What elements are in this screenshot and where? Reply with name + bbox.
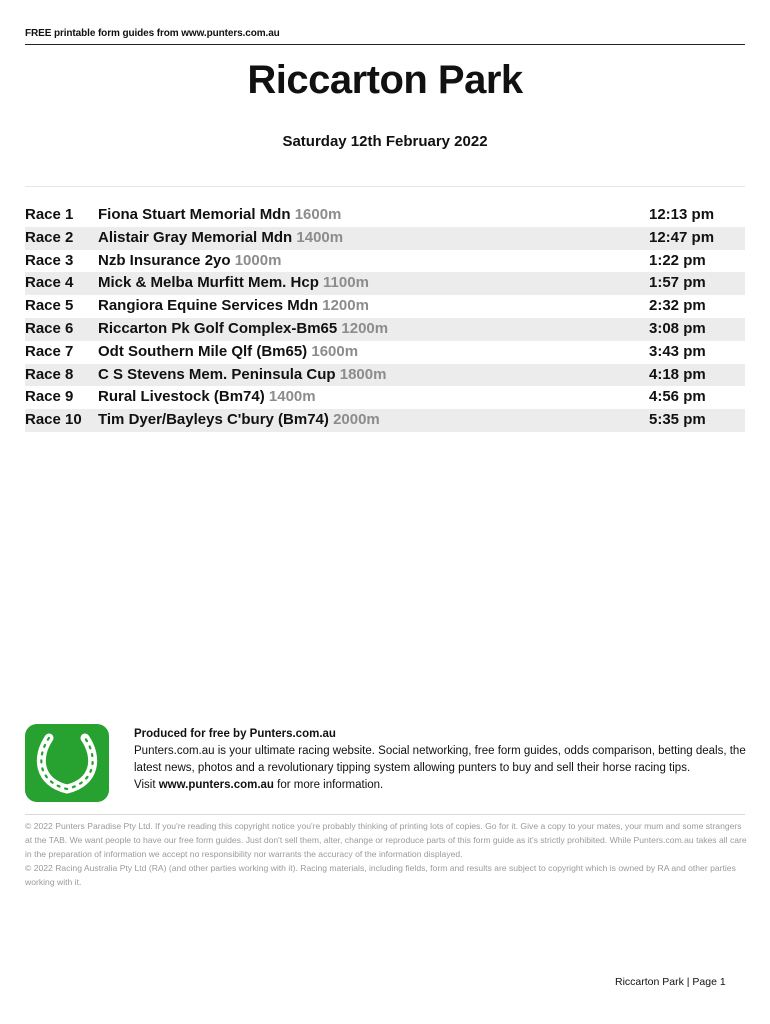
race-row — [25, 341, 745, 364]
race-start-time: 3:08 pm — [649, 319, 706, 337]
race-name: Odt Southern Mile Qlf (Bm65) — [98, 342, 308, 360]
race-start-time: 12:47 pm — [649, 228, 715, 246]
race-name: Fiona Stuart Memorial Mdn — [98, 206, 291, 223]
race-number: Race 6 — [25, 319, 74, 337]
race-number: Race 8 — [25, 365, 74, 383]
race-distance: 1100m — [323, 274, 369, 292]
race-row — [25, 272, 745, 295]
race-distance: 1200m — [341, 319, 389, 337]
race-number: Race 7 — [25, 342, 74, 360]
race-name: Rural Livestock (Bm74) — [98, 388, 265, 406]
race-name: Nzb Insurance 2yo — [98, 251, 231, 269]
race-start-time: 4:56 pm — [649, 388, 706, 406]
horseshoe-icon — [25, 724, 109, 802]
race-number: Race 5 — [25, 297, 74, 315]
race-start-time: 3:43 pm — [649, 342, 706, 360]
race-distance: 1600m — [294, 206, 342, 223]
race-start-time: 1:22 pm — [649, 251, 706, 269]
race-number: Race 10 — [25, 411, 82, 429]
race-name: Alistair Gray Memorial Mdn — [98, 228, 293, 246]
race-row — [25, 250, 745, 273]
race-distance: 1800m — [339, 365, 387, 383]
race-name: Tim Dyer/Bayleys C'bury (Bm74) — [98, 411, 329, 429]
legal-divider — [25, 814, 745, 815]
race-distance: 2000m — [333, 411, 380, 429]
copyright-punters: © 2022 Punters Paradise Pty Ltd. If you're reading this copyright notice you're probably thinking of printing lots of copies. Go for it. Give a copy to your mates, your mum and some strangers at the TAB. We want people to have our free form guides. Just don't sell them, alter, change or reproduce parts of this form guide as it's strictly prohibited. While Punters.com.au takes all care in the preparation of information we accept no responsibility nor warrants the accuracy of the information displayed. — [25, 821, 747, 859]
promo-visit-line — [134, 777, 746, 794]
race-number: Race 3 — [25, 251, 74, 269]
page-title: Riccarton Park — [247, 58, 523, 102]
visit-prefix: Visit — [134, 779, 159, 791]
race-row — [25, 318, 745, 341]
punters-website-link[interactable]: www.punters.com.au — [158, 779, 274, 791]
race-name-cell — [98, 364, 386, 387]
race-name-cell — [98, 250, 281, 273]
race-number: Race 1 — [25, 206, 74, 223]
race-name: Rangiora Equine Services Mdn — [98, 297, 319, 315]
race-start-time: 2:32 pm — [649, 297, 706, 315]
promo-text — [134, 726, 746, 794]
race-row — [25, 409, 745, 432]
race-name-cell — [98, 204, 341, 227]
race-start-time: 1:57 pm — [649, 274, 706, 292]
race-row — [25, 364, 745, 387]
race-list — [25, 204, 745, 432]
race-number: Race 9 — [25, 388, 74, 406]
race-row — [25, 386, 745, 409]
race-row — [25, 227, 745, 250]
page-footer: Riccarton Park | Page 1 — [615, 976, 726, 988]
race-name-cell — [98, 341, 358, 364]
free-form-guides-banner: FREE printable form guides from www.punters.com.au — [25, 28, 280, 39]
race-name-cell — [98, 318, 388, 341]
race-row — [25, 204, 745, 227]
race-distance: 1600m — [311, 342, 359, 360]
race-start-time: 5:35 pm — [649, 411, 706, 429]
meeting-date: Saturday 12th February 2022 — [282, 133, 488, 150]
copyright-notice — [25, 819, 747, 889]
section-divider — [25, 186, 745, 187]
promo-body: Punters.com.au is your ultimate racing website. Social networking, free form guides, odds comparison, betting deals, the latest news, photos and a revolutionary tipping system allowing punters to buy and sell their horse racing tips. — [134, 745, 746, 774]
race-name: Riccarton Pk Golf Complex-Bm65 — [98, 319, 338, 337]
race-distance: 1400m — [268, 388, 316, 406]
promo-title: Produced for free by Punters.com.au — [134, 728, 336, 740]
race-distance: 1200m — [322, 297, 369, 315]
race-number: Race 4 — [25, 274, 74, 292]
race-name-cell — [98, 227, 343, 250]
punters-logo — [25, 724, 109, 802]
race-start-time: 12:13 pm — [649, 206, 715, 223]
race-name-cell — [98, 386, 316, 409]
race-start-time: 4:18 pm — [649, 365, 706, 383]
race-row — [25, 295, 745, 318]
race-name-cell — [98, 409, 380, 432]
race-name: C S Stevens Mem. Peninsula Cup — [98, 365, 336, 383]
race-distance: 1400m — [296, 228, 344, 246]
race-name-cell — [98, 295, 369, 318]
race-name: Mick & Melba Murfitt Mem. Hcp — [98, 274, 319, 292]
visit-suffix: for more information. — [273, 779, 384, 791]
race-number: Race 2 — [25, 228, 74, 246]
copyright-racing-australia: © 2022 Racing Australia Pty Ltd (RA) (and other parties working with it). Racing materials, including fields, form and results are subject to copyright which is owned by RA and other parties working with it. — [25, 863, 736, 887]
header-divider — [25, 44, 745, 45]
race-name-cell — [98, 272, 369, 295]
race-distance: 1000m — [234, 251, 282, 269]
